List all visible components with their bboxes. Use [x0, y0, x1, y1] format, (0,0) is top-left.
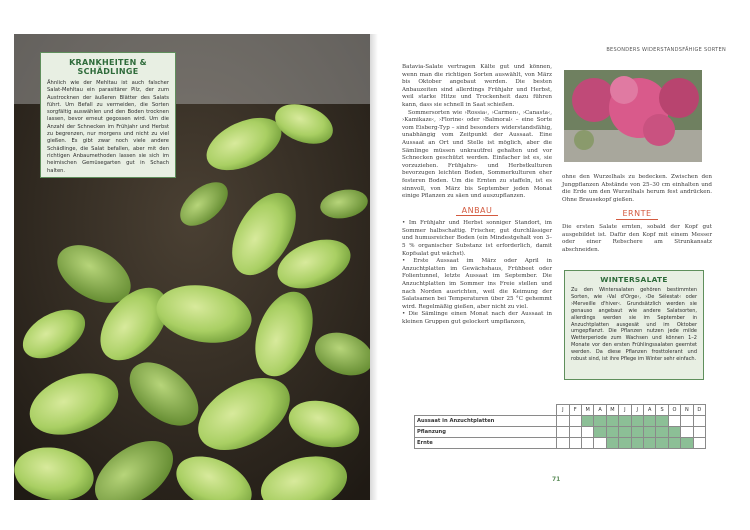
calendar-cell-active	[656, 416, 668, 427]
text-column-right	[562, 174, 712, 254]
calendar-cell-active	[606, 427, 618, 438]
anbau-item-2: • Erste Aussaat im März oder April in Anzuchtplatten im Gewächshaus, Frühbeet oder Folientunnel, letzte Aussaat im September. Die Anzuchtplatten im Sommer ins Freie stellen und nach Norden ausrichten, weil die Keimung der Salatsamen bei Temperaturen über 25 °C gehemmt wird. Regelmäßig gießen, aber nicht zu viel.	[402, 258, 552, 310]
heading-anbau: ANBAU	[402, 207, 552, 217]
calendar-cell-active	[643, 427, 655, 438]
flowering-lettuce-photo	[564, 70, 702, 162]
calendar-cell-empty	[581, 438, 593, 449]
calendar-month-header: M	[581, 405, 593, 416]
diseases-pests-box	[40, 52, 176, 178]
calendar-cell-active	[631, 427, 643, 438]
calendar-cell-active	[606, 438, 618, 449]
calendar-row	[415, 427, 706, 438]
calendar-cell-active	[643, 416, 655, 427]
calendar-cell-empty	[668, 416, 680, 427]
calendar-cell-empty	[681, 427, 693, 438]
calendar-cell-active	[606, 416, 618, 427]
calendar-cell-active	[681, 438, 693, 449]
calendar-cell-active	[594, 427, 606, 438]
calendar-row	[415, 438, 706, 449]
calendar-cell-active	[619, 438, 631, 449]
calendar-month-header: S	[656, 405, 668, 416]
calendar-cell-empty	[557, 416, 569, 427]
calendar-cell-empty	[693, 438, 705, 449]
calendar-month-header: N	[681, 405, 693, 416]
anbau-item-3: • Die Sämlinge einen Monat nach der Aussaat in kleinen Gruppen gut gelockert umpflanzen,	[402, 311, 552, 325]
calendar-cell-empty	[581, 427, 593, 438]
calendar-row-label: Aussaat in Anzuchtplatten	[415, 416, 557, 427]
calendar-month-header: D	[693, 405, 705, 416]
calendar-month-header: O	[668, 405, 680, 416]
paragraph-ernte: Die ersten Salate ernten, sobald der Kopf gut ausgebildet ist. Dafür den Kopf mit einem Messer oder einer Rebschere am Strunkansatz abschneiden.	[562, 223, 712, 253]
calendar-cell-active	[668, 427, 680, 438]
paragraph-batavia: Batavia-Salate vertragen Kälte gut und können, wenn man die richtigen Sorten auswählt, von März bis Oktober angebaut werden. Die besten Anbauzeiten sind allerdings Frühjahr und Herbst, weil starke Hitze und Trockenheit dazu führen kann, dass sie schnell in Saat schießen.	[402, 64, 552, 108]
calendar-month-header: A	[643, 405, 655, 416]
calendar-cell-empty	[569, 438, 581, 449]
right-page	[378, 34, 738, 500]
calendar-row-label: Pflanzung	[415, 427, 557, 438]
winter-lettuce-box	[564, 270, 704, 380]
left-page	[14, 34, 370, 500]
page-number: 71	[552, 476, 561, 483]
calendar-month-header: J	[631, 405, 643, 416]
calendar-row-label: Ernte	[415, 438, 557, 449]
paragraph-planting-cont: ohne den Wurzelhals zu bedecken. Zwischen den Jungpflanzen Abstände von 25–30 cm einhalten und die Erde um den Wurzelhals herum fest andrücken. Ohne Brausekopf gießen.	[562, 174, 712, 203]
calendar-month-header: J	[557, 405, 569, 416]
calendar-cell-active	[619, 416, 631, 427]
calendar-cell-empty	[569, 427, 581, 438]
calendar-cell-active	[619, 427, 631, 438]
calendar-cell-active	[594, 416, 606, 427]
planting-calendar	[414, 404, 706, 449]
calendar-cell-active	[668, 438, 680, 449]
book-gutter	[370, 34, 378, 500]
calendar-month-header: M	[606, 405, 618, 416]
calendar-cell-empty	[681, 416, 693, 427]
heading-ernte: ERNTE	[562, 210, 712, 220]
calendar-cell-active	[631, 416, 643, 427]
winter-lettuce-text: Zu den Wintersalaten gehören bestimmten Sorten, wie ›Val d'Orge‹, ›De Sélestat‹ oder ›Merveille d'hiver‹. Grundsätzlich werden sie genauso angebaut wie andere Salatsorten, allerdings werden sie im September in Anzuchtplatten ausgesät und im Oktober umgepflanzt. Die Pflanzen nutzen jede milde Wetterperiode zum Wachsen und können 1–2 Monate vor den ersten Frühlingssalaten geerntet werden. Da diese Pflanzen frosttolerant und robust sind, ist ihre Pflege im Winter sehr einfach.	[571, 287, 697, 363]
calendar-cell-active	[656, 427, 668, 438]
calendar-cell-active	[643, 438, 655, 449]
calendar-cell-active	[631, 438, 643, 449]
text-column-left	[402, 64, 552, 327]
winter-lettuce-title: WINTERSALATE	[600, 275, 668, 284]
calendar-cell-empty	[693, 427, 705, 438]
calendar-month-header: J	[619, 405, 631, 416]
calendar-corner	[415, 405, 557, 416]
diseases-pests-title: KRANKHEITEN & SCHÄDLINGE	[69, 58, 147, 76]
calendar-cell-active	[656, 438, 668, 449]
calendar-cell-active	[581, 416, 593, 427]
running-head: BESONDERS WIDERSTANDSFÄHIGE SORTEN	[606, 47, 726, 53]
diseases-pests-text: Ähnlich wie der Mehltau ist auch falscher Salat-Mehltau ein parasitärer Pilz, der zum Austrocknen der äußeren Blätter des Salats führt. Um Befall zu vermeiden, die Sorten sorgfältig auswählen und den Boden trocknen lassen, bevor erneut gegossen wird. Um die Anzahl der Schnecken im Frühjahr und Herbst zu begrenzen, nur morgens und nicht zu viel gießen. Es gibt zwar noch viele andere Schädlinge, die Salat befallen, aber mit den richtigen Anbaumethoden lassen sie sich im heimischen Gemüsegarten gut in Schach halten.	[47, 80, 169, 174]
paragraph-summer-varieties: Sommersorten wie ›Rossia‹, ›Carmen‹, ›Canasta‹, ›Kamikaze‹, ›Florine‹ oder ›Balmoral‹ – eine Sorte vom Eisberg-Typ – sind besonders widerstandsfähig, unabhängig vom Zeitpunkt der Aussaat. Eine Aussaat an Ort und Stelle ist möglich, aber die Sämlinge müssen unkrautfrei gehalten und vor Schnecken geschützt werden. Einfacher ist es, sie vorzuziehen. Frühjahrs- und Herbstkulturen bevorzugen leichten Boden, Sommerkulturen eher festeren Boden. Um die Ernten zu staffeln, ist es sinnvoll, von März bis September jeden Monat einige Pflanzen zu säen und auszupflanzen.	[402, 109, 552, 200]
calendar-cell-empty	[693, 416, 705, 427]
calendar-cell-empty	[557, 427, 569, 438]
calendar-row	[415, 416, 706, 427]
calendar-cell-empty	[594, 438, 606, 449]
calendar-month-header: A	[594, 405, 606, 416]
anbau-item-1: • Im Frühjahr und Herbst sonniger Standort, im Sommer halbschattig. Frischer, gut durchlässiger und humusreicher Boden (ein Mindestgehalt von 3–5 % organischer Substanz ist erforderlich, damit Kopfsalat gut wächst).	[402, 220, 552, 257]
calendar-cell-empty	[569, 416, 581, 427]
calendar-cell-empty	[557, 438, 569, 449]
calendar-month-header: F	[569, 405, 581, 416]
